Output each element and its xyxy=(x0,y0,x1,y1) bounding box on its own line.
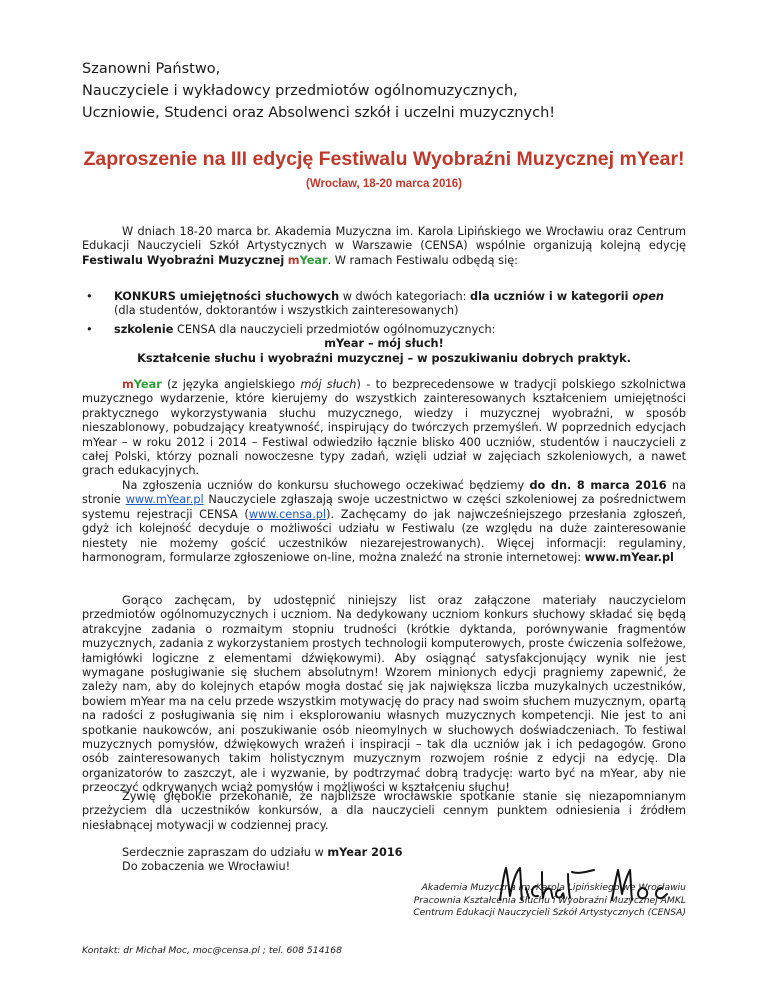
about-italic: mój słuch xyxy=(300,378,357,391)
about-paragraph xyxy=(82,378,686,479)
contest-category: dla uczniów i w kategorii xyxy=(470,290,633,303)
page-subtitle: (Wrocław, 18-20 marca 2016) xyxy=(306,178,462,190)
registration-text: ). Zachęcamy do jak najwcześniejszego przesłania zgłoszeń, gdyż ich kolejność decyduje o możliwości udziału w Festiwalu (ze względu na duże zainteresowanie niestety nie możemy gościć uczestników niezarejestrowanych). Więcej informacji: regulaminy, harmonogram, formularze zgłoszeniowe on-line, można znaleźć na stronie internetowej: xyxy=(82,507,686,565)
greeting xyxy=(82,58,555,124)
conviction-paragraph: Żywię głębokie przekonanie, że najbliższe wrocławskie spotkanie stanie się niezapomnianym przeżyciem dla uczestników konkursów, a dla nauczycieli cennym punktem odniesienia i źródłem niesłabnącej motywacji w codziennej pracy. xyxy=(82,790,686,832)
list-item xyxy=(82,290,686,319)
registration-paragraph xyxy=(82,479,686,565)
affiliation-line: Centrum Edukacji Nauczycieli Szkół Artystycznych (CENSA) xyxy=(413,907,686,918)
affiliation-line: Akademia Muzyczna im. Karola Lipińskiego we Wrocławiu xyxy=(421,882,686,893)
training-title: mYear – mój słuch! xyxy=(324,337,444,351)
event-name: mYear 2016 xyxy=(327,846,403,859)
encouragement-paragraph: Gorąco zachęcam, by udostępnić niniejszy list oraz załączone materiały nauczycielom przedmiotów ogólnomuzycznych i uczniom. Na dedykowany uczniom konkurs słuchowy składać się będą atrakcyjne zadania o rozmaitym stopniu trudności (krótkie dyktanda, porównywanie fragmentów muzycznych, zadania z wykorzystaniem prostych technologii komputerowych, proste ćwiczenia solfeżowe, łamigłówki logiczne z elementami dźwiękowymi). Aby osiągnąć satysfakcjonujący wynik nie jest wymagane posługiwanie się słuchem absolutnym! Wzorem minionych edycji pragniemy zapewnić, że zależy nam, aby do kolejnych etapów mogła dostać się jak największa liczba muzykalnych uczestników, bowiem mYear ma na celu przede wszystkim motywację do pracy nad swoim słuchem muzycznym, opartą na radości z posługiwania się nim i eksplorowaniu własnych muzycznych kompetencji. Nie jest to ani spotkanie naukowców, ani poszukiwanie osób nieomylnych w słuchowych doświadczeniach. To festiwal muzycznych pomysłów, dźwiękowych wrażeń i inspiracji – tak dla uczniów jak i ich pedagogów. Grono osób zainteresowanych takim holistycznym muzycznym rozwojem rośnie z edycji na edycję. Dla organizatorów to zaszczyt, ale i wyzwanie, by podtrzymać dobrą tradycję: warto być na mYear, aby nie przeoczyć odkrywanych wciąż pomysłów i możliwości w kształceniu słuchu! xyxy=(82,594,686,795)
myear-site: www.mYear.pl xyxy=(584,551,674,565)
greeting-line: Uczniowie, Studenci oraz Absolwenci szkół i uczelni muzycznych! xyxy=(82,105,556,121)
registration-text: Na zgłoszenia uczniów do konkursu słuchowego oczekiwać będziemy xyxy=(122,479,530,492)
training-subtitle: Kształcenie słuchu i wyobraźni muzycznej – w poszukiwaniu dobrych praktyk. xyxy=(137,351,631,365)
censa-link[interactable]: www.censa.pl xyxy=(248,507,327,521)
closing-text: Serdecznie zapraszam do udziału w xyxy=(122,846,328,859)
contest-categories: w dwóch kategoriach: xyxy=(339,290,471,303)
registration-text: Nauczyciele zgłaszają swoje uczestnictwo w części szkoleniowej za pośrednictwem systemu rejestracji CENSA ( xyxy=(82,493,686,521)
festival-name: Festiwalu Wyobraźni Muzycznej xyxy=(82,253,285,267)
brand-year: Year xyxy=(299,253,328,267)
training-label: szkolenie xyxy=(114,322,174,336)
events-list xyxy=(82,290,686,370)
contest-label: KONKURS umiejętności słuchowych xyxy=(114,290,340,303)
intro-tail: . W ramach Festiwalu odbędą się: xyxy=(327,253,518,267)
open-category: open xyxy=(632,290,664,303)
brand-m: m xyxy=(122,378,134,391)
registration-text: na stronie xyxy=(82,479,686,507)
page-title: Zaproszenie na III edycję Festiwalu Wyobraźni Muzycznej mYear! xyxy=(83,148,685,170)
contact-info: Kontakt: dr Michał Moc, moc@censa.pl ; tel. 608 514168 xyxy=(82,945,342,956)
closing-text: Do zobaczenia we Wrocławiu! xyxy=(122,860,291,874)
about-text: (z języka angielskiego xyxy=(161,378,301,391)
contest-participants: (dla studentów, doktorantów i wszystkich zainteresowanych) xyxy=(114,304,459,318)
brand-year: Year xyxy=(133,378,162,391)
affiliation xyxy=(340,882,686,920)
greeting-line: Nauczyciele i wykładowcy przedmiotów ogólnomuzycznych, xyxy=(82,83,518,99)
intro-text: W dniach 18-20 marca br. Akademia Muzyczna im. Karola Lipińskiego we Wrocławiu oraz Centrum Edukacji Nauczycieli Szkół Artystycznych w Warszawie (CENSA) wspólnie organizują kolejną edycję xyxy=(82,225,686,253)
list-item xyxy=(82,323,686,366)
intro-paragraph xyxy=(82,225,686,268)
training-desc: CENSA dla nauczycieli przedmiotów ogólnomuzycznych: xyxy=(173,322,496,336)
greeting-line: Szanowni Państwo, xyxy=(82,61,221,77)
brand-m: m xyxy=(287,253,300,267)
myear-link[interactable]: www.mYear.pl xyxy=(125,493,204,507)
affiliation-line: Pracownia Kształcenia Słuchu i Wyobraźni Muzycznej AMKL xyxy=(413,894,686,906)
about-text: ) - to bezprecedensowe w tradycji polskiego szkolnictwa muzycznego wydarzenie, które kierujemy do wszystkich zainteresowanych kształceniem umiejętności praktycznego wykorzystywania słuchu muzycznego, wiedzy i muzycznej wyobraźni, w sposób nieszablonowy, pobudzający kreatywność, inspirujący do twórczych przemyśleń. W poprzednich edycjach mYear – w roku 2012 i 2014 – Festiwal odwiedziło łącznie blisko 400 uczniów, studentów i nauczycieli z całej Polski, którzy poznali nowoczesne typy zadań, wzięli udział w zajęciach szkoleniowych, a nawet grach edukacyjnych. xyxy=(82,378,686,478)
registration-deadline: do dn. 8 marca 2016 xyxy=(529,479,667,492)
